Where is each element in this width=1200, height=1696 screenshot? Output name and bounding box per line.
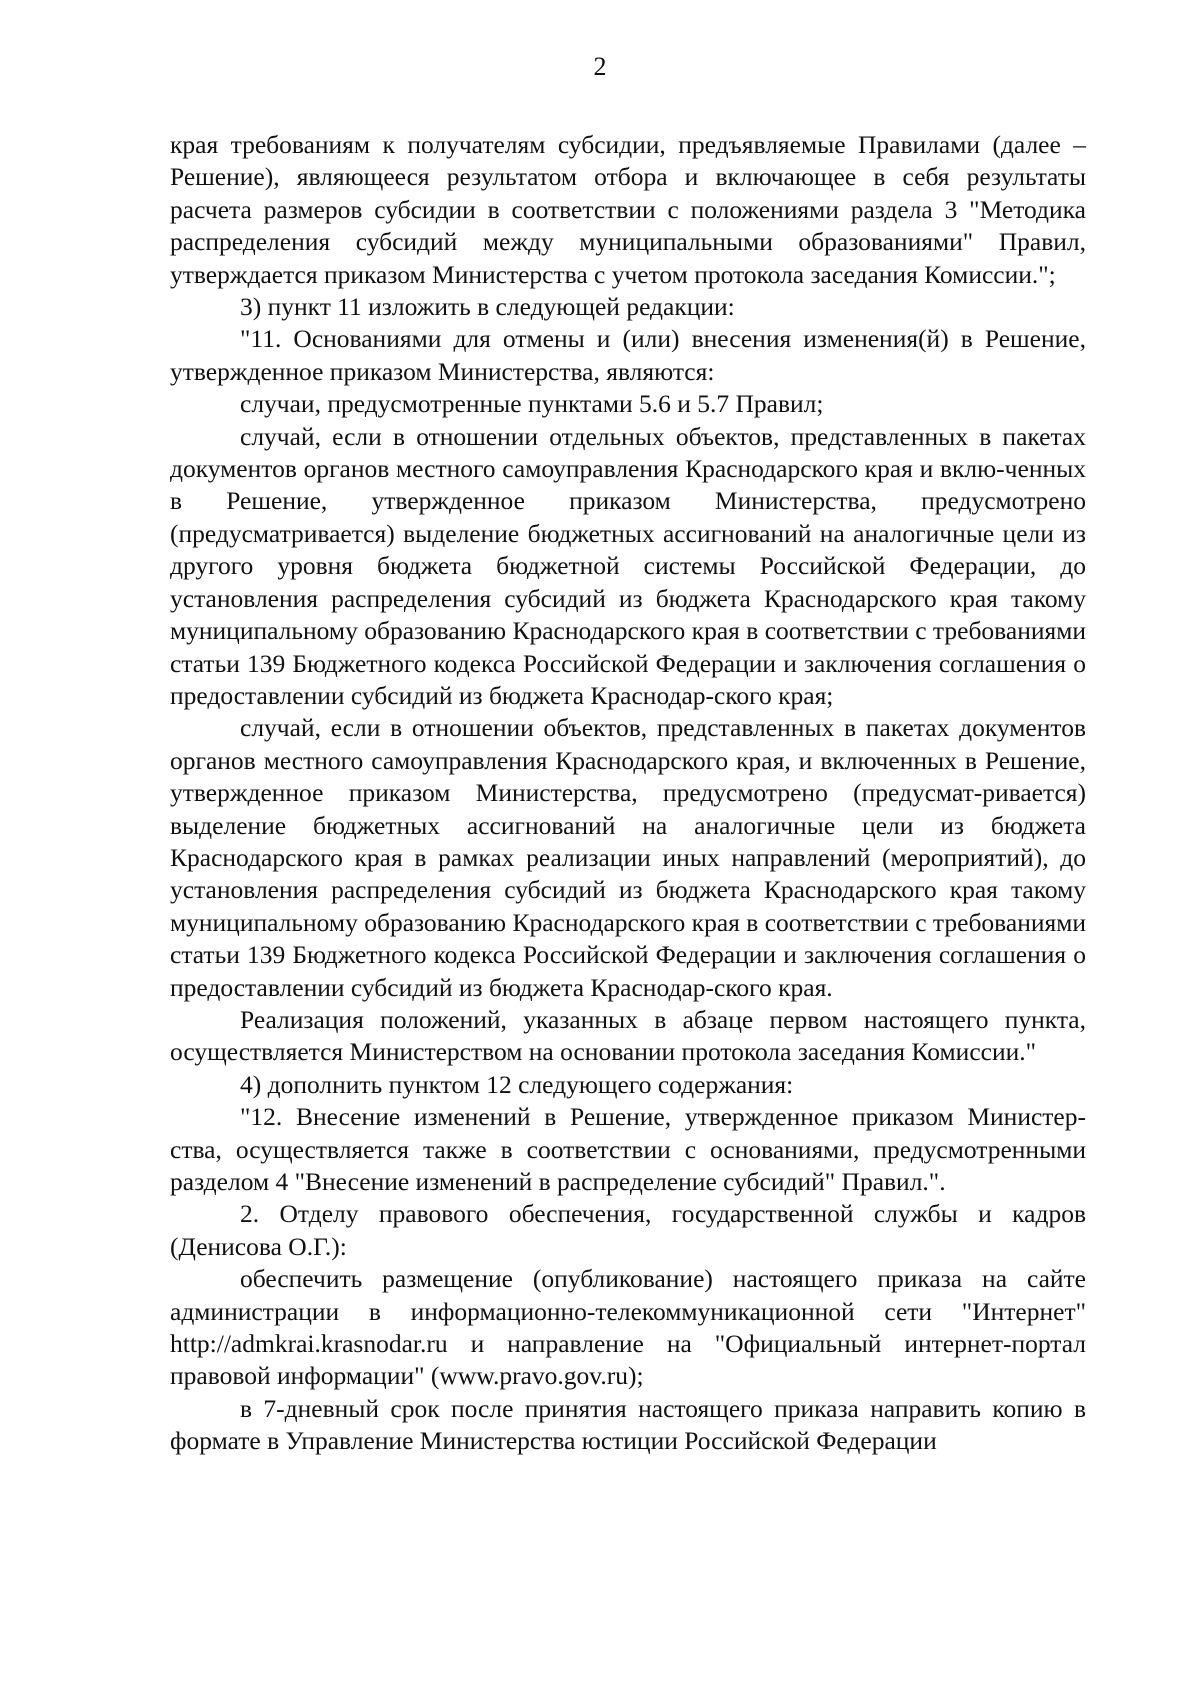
page-number: 2: [593, 52, 607, 81]
paragraph: случай, если в отношении объектов, представленных в пакетах документов органов местного самоуправления Краснодарского края, и включенных в Решение, утвержденное приказом Министерства, предусмотрено (предусмат-ривается) выделение бюджетных ассигнований на аналогичные цели из бюджета Краснодарского края в рамках реализации иных направлений (мероприятий), до установления распределения субсидий из бюджета Краснодарского края такому муниципальному образованию Краснодарского края в соответствии с требованиями статьи 139 Бюджетного кодекса Российской Федерации и заключения соглашения о предоставлении субсидий из бюджета Краснодар-ского края.: [170, 713, 1086, 1002]
paragraph: случай, если в отношении отдельных объектов, представленных в пакетах документов органов местного самоуправления Краснодарского края и вклю-ченных в Решение, утвержденное приказом Министерства, предусмотрено (предусматривается) выделение бюджетных ассигнований на аналогичные цели из другого уровня бюджета бюджетной системы Российской Федерации, до установления распределения субсидий из бюджета Краснодарского края такому муниципальному образованию Краснодарского края в соответствии с требованиями статьи 139 Бюджетного кодекса Российской Федерации и заключения соглашения о предоставлении субсидий из бюджета Краснодар-ского края;: [170, 421, 1086, 710]
paragraph: случаи, предусмотренные пунктами 5.6 и 5.7 Правил;: [240, 389, 824, 419]
document-body: [170, 129, 1086, 1458]
paragraph: 2. Отделу правового обеспечения, государственной службы и кадров (Денисова О.Г.):: [170, 1199, 1086, 1261]
paragraph: "12. Внесение изменений в Решение, утвержденное приказом Министер-ства, осуществляется также в соответствии с основаниями, предусмотренными разделом 4 "Внесение изменений в распределение субсидий" Правил.".: [170, 1102, 1086, 1196]
paragraph: в 7-дневный срок после принятия настоящего приказа направить копию в формате в Управление Министерства юстиции Российской Федерации: [170, 1393, 1086, 1456]
paragraph: обеспечить размещение (опубликование) настоящего приказа на сайте администрации в информационно-телекоммуникационной сети "Интернет" http://admkrai.krasnodar.ru и направление на "Официальный интернет-портал правовой информации" (www.pravo.gov.ru);: [170, 1264, 1086, 1391]
paragraph: "11. Основаниями для отмены и (или) внесения изменения(й) в Решение, утвержденное приказом Министерства, являются:: [170, 324, 1086, 386]
paragraph: 4) дополнить пунктом 12 следующего содержания:: [240, 1069, 794, 1099]
paragraph: Реализация положений, указанных в абзаце первом настоящего пункта, осуществляется Министерством на основании протокола заседания Комиссии.": [170, 1004, 1086, 1067]
paragraph: края требованиям к получателям субсидии, предъявляемые Правилами (далее – Решение), являющееся результатом отбора и включающее в себя результаты расчета размеров субсидии в соответствии с положениями раздела 3 "Методика распределения субсидий между муниципальными образованиями" Правил, утверждается приказом Министерства с учетом протокола заседания Комиссии.";: [170, 130, 1086, 289]
paragraph: 3) пункт 11 изложить в следующей редакции:: [240, 292, 735, 322]
